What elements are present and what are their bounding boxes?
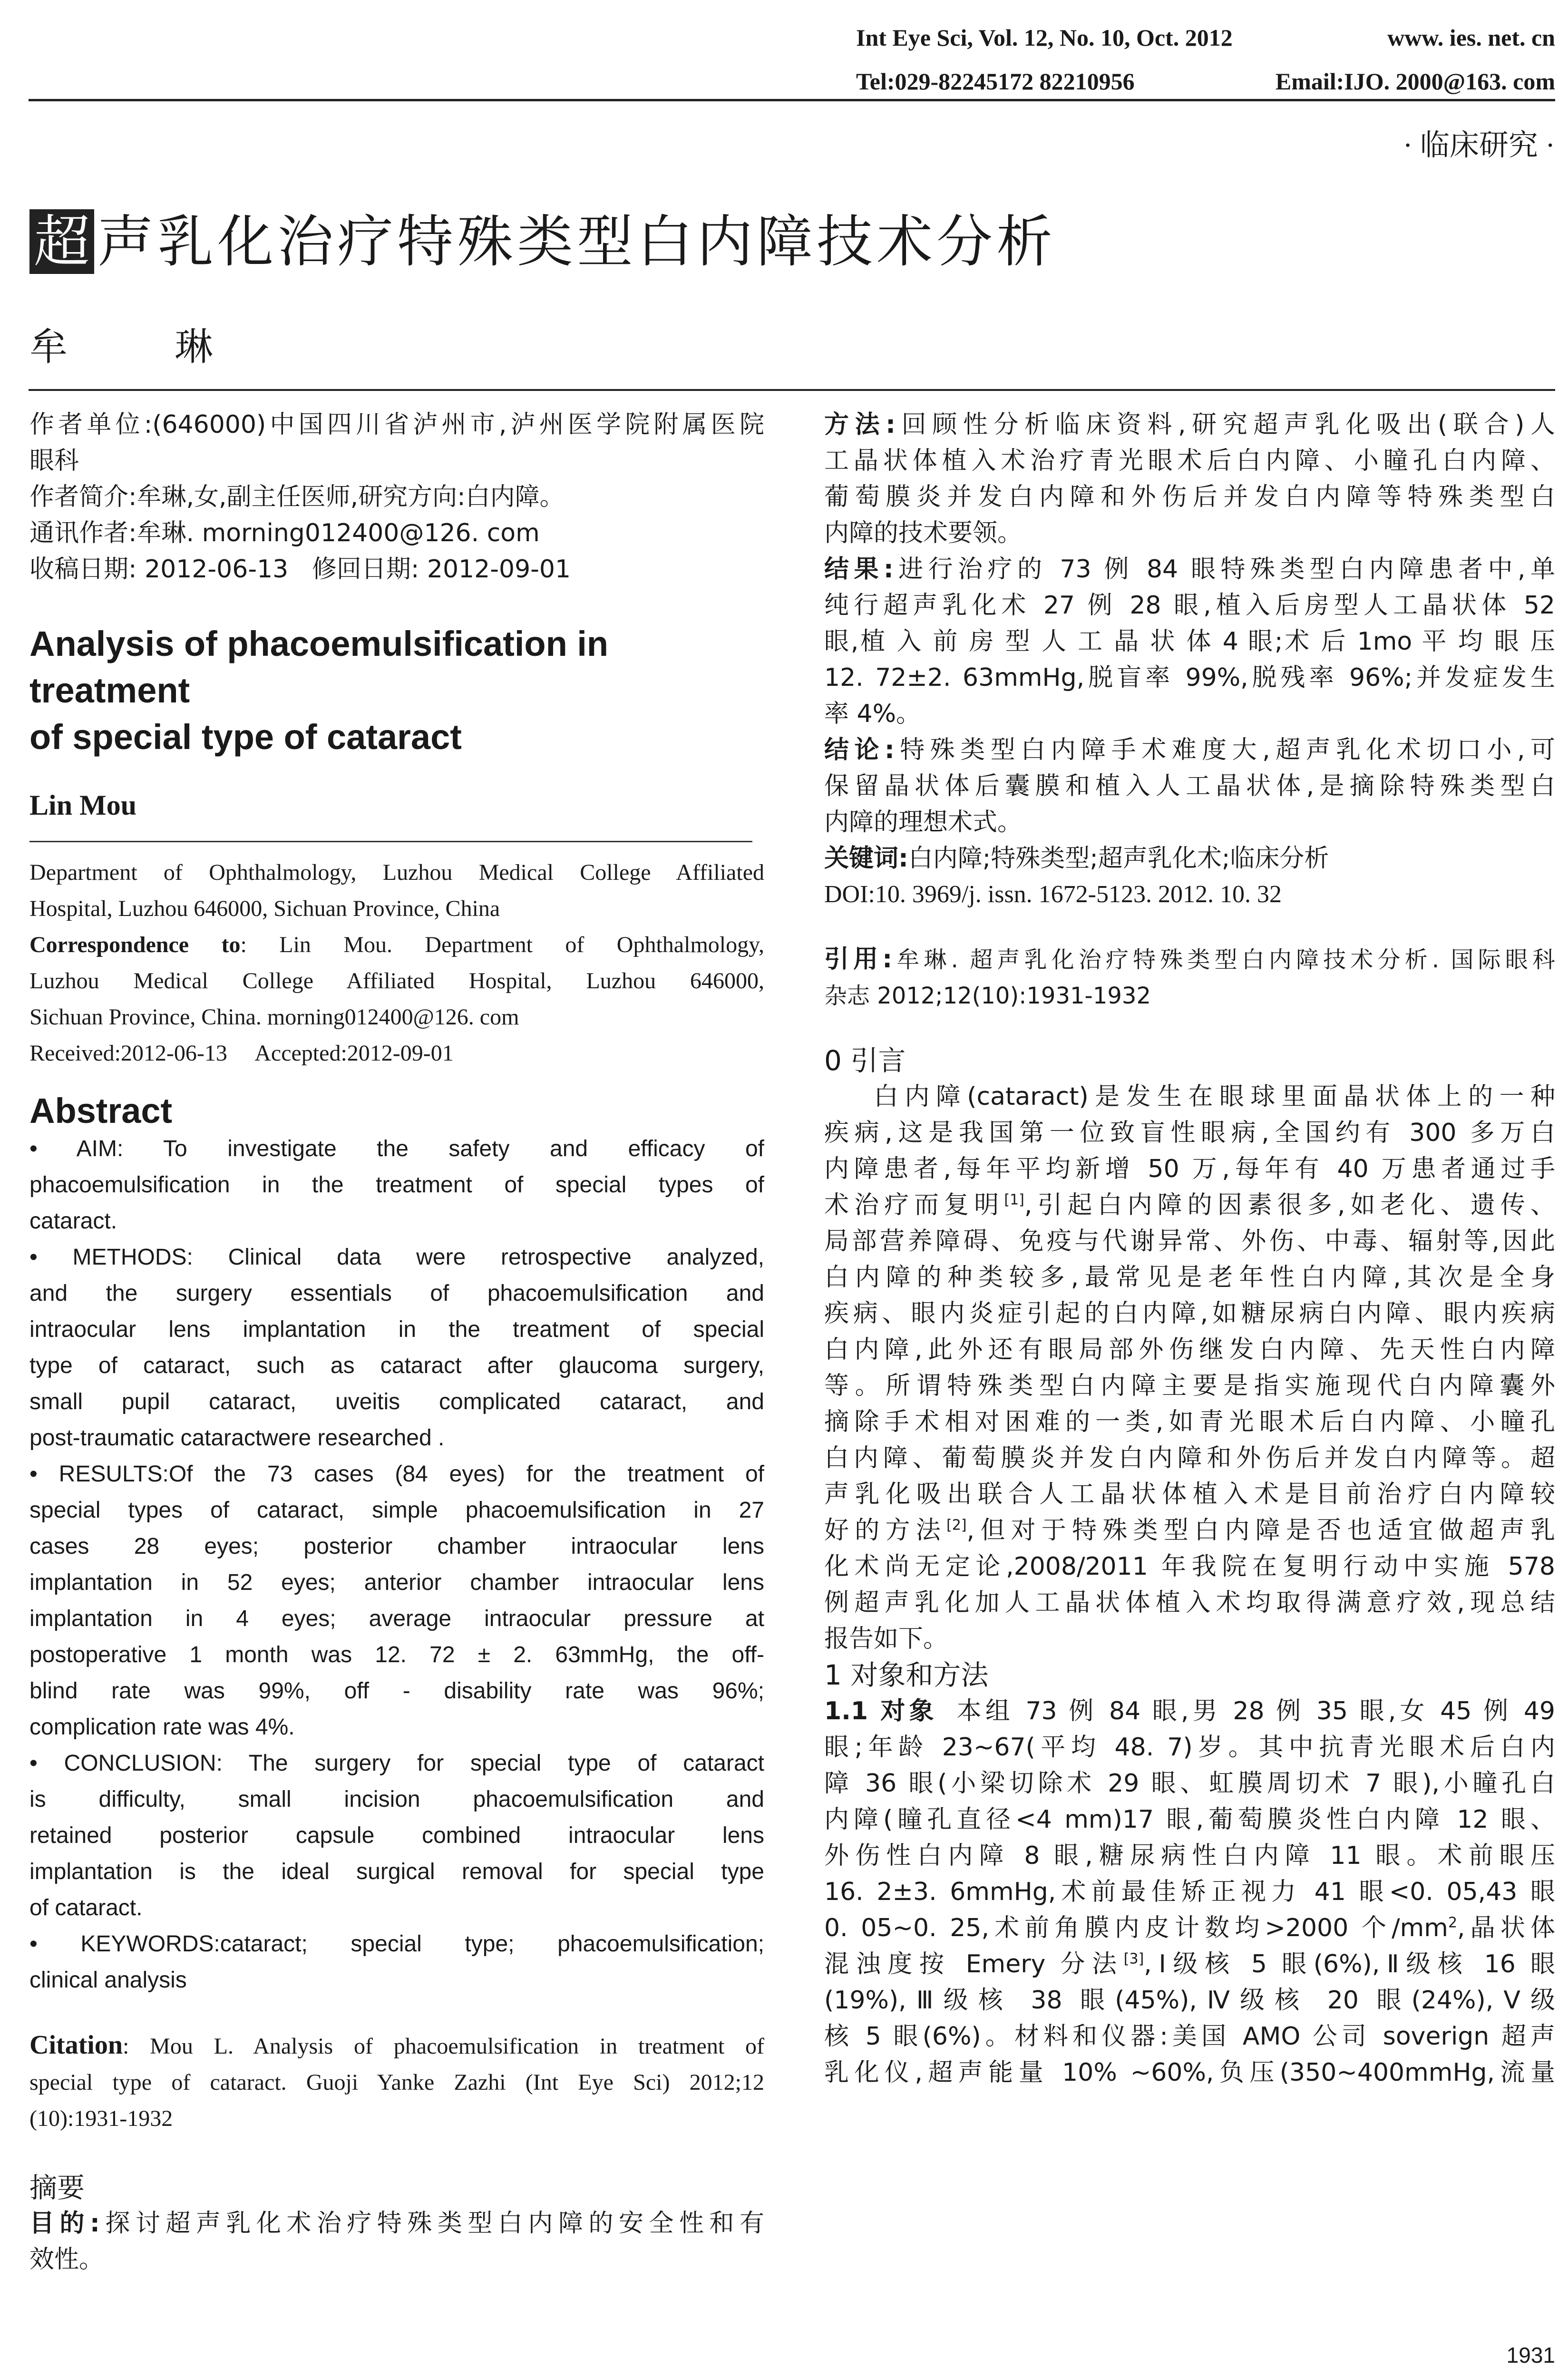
results-cn-line: 眼,植 入 前 房 型 人 工 晶 状 体 4 眼;术 后 1mo 平 均 眼 压 — [824, 627, 1555, 656]
aim-cn-label: 目的: — [29, 2209, 100, 2238]
sec11-label: 1.1 对象 — [824, 1697, 938, 1725]
affil-en-line: Department of Ophthalmology, Luzhou Medical College Affiliated — [29, 860, 764, 885]
cite-cn-label: 引用: — [824, 945, 893, 974]
header-journal-line — [856, 24, 1555, 51]
abstract-line: blind rate was 99%, off - disability rate was 96%; — [29, 1678, 764, 1704]
citation-line: (10):1931-1932 — [29, 2106, 173, 2131]
abstract-line: phacoemulsification in the treatment of special types of — [29, 1172, 764, 1198]
abstract-line: post-traumatic cataractwere researched . — [29, 1425, 445, 1451]
journal-email: Email:IJO. 2000@163. com — [1275, 68, 1555, 95]
abstract-line: cataract. — [29, 1208, 117, 1234]
journal-tel: Tel:029-82245172 82210956 — [856, 68, 1135, 95]
english-author: Lin Mou — [29, 789, 137, 821]
intro-line: 好的方法[2],但对于特殊类型白内障是否也适宜做超声乳 — [824, 1516, 1555, 1545]
citation-ref[interactable]: [3] — [1123, 1950, 1144, 1968]
aim-cn-line: 效性。 — [29, 2245, 104, 2274]
abstract-heading: Abstract — [29, 1091, 173, 1130]
sec11-line: 0. 05~0. 25,术前角膜内皮计数均>2000 个$/mm^2$,晶状体 — [824, 1914, 1555, 1942]
abstract-line: • CONCLUSION: The surgery for special type of cataract — [29, 1751, 764, 1776]
abstract-line: implantation is the ideal surgical removal for special type — [29, 1859, 764, 1884]
sec11-line: 外伤性白内障 8 眼,糖尿病性白内障 11 眼。术前眼压 — [824, 1841, 1555, 1870]
abstract-line: intraocular lens implantation in the treatment of special — [29, 1317, 764, 1342]
affil-en-line: Hospital, Luzhou 646000, Sichuan Province, China — [29, 896, 500, 921]
english-title-line: of special type of cataract — [29, 717, 462, 757]
correspondence-label: Correspondence to — [29, 932, 241, 957]
cite-cn-line: 引用:牟琳. 超声乳化治疗特殊类型白内障技术分析. 国际眼科 — [824, 945, 1555, 974]
citation-ref[interactable]: [1] — [1004, 1191, 1024, 1208]
english-title-line: Analysis of phacoemulsification in treatment — [29, 624, 609, 710]
sec11-line: 乳化仪,超声能量 10% ~60%,负压(350~400mmHg,流量 — [824, 2058, 1555, 2087]
abstract-line: • AIM: To investigate the safety and efficacy of — [29, 1136, 764, 1161]
citation-line: special type of cataract. Guoji Yanke Zazhi (Int Eye Sci) 2012;12 — [29, 2070, 764, 2095]
abstract-body — [29, 1131, 764, 1998]
intro-line: 例超声乳化加人工晶状体植入术均取得满意疗效,现总结 — [824, 1588, 1555, 1617]
dates-cn: 收稿日期: 2012-06-13 修回日期: 2012-09-01 — [29, 555, 571, 584]
affil-cn-line: 眼科 — [29, 447, 79, 475]
intro-line: 摘除手术相对困难的一类,如青光眼术后白内障、小瞳孔 — [824, 1408, 1555, 1436]
intro-line: 内障患者,每年平均新增 50 万,每年有 40 万患者通过手 — [824, 1155, 1555, 1183]
section-tag: · 临床研究 · — [1402, 129, 1555, 162]
right-column — [824, 407, 1555, 2091]
results-cn-line: 12. 72±2. 63mmHg,脱盲率 99%,脱残率 96%;并发症发生 — [824, 663, 1555, 692]
intro-line: 局部营养障碍、免疫与代谢异常、外伤、中毒、辐射等,因此 — [824, 1227, 1555, 1256]
conclusion-cn-line: 结论:特殊类型白内障手术难度大,超声乳化术切口小,可 — [824, 736, 1555, 764]
abstract-line: • METHODS: Clinical data were retrospective analyzed, — [29, 1245, 764, 1270]
abstract-line: and the surgery essentials of phacoemulsification and — [29, 1281, 764, 1306]
page-number: 1931 — [1506, 2343, 1555, 2367]
conclusion-cn-line: 内障的理想术式。 — [824, 808, 1023, 837]
sec11-line: 眼;年龄 23~67(平均 48. 7)岁。其中抗青光眼术后白内 — [824, 1733, 1555, 1762]
abstract-line: implantation in 52 eyes; anterior chamber intraocular lens — [29, 1570, 764, 1595]
abstract-line: cases 28 eyes; posterior chamber intraocular lens — [29, 1534, 764, 1559]
left-column — [29, 407, 764, 2278]
abstract-line: small pupil cataract, uveitis complicated cataract, and — [29, 1389, 764, 1414]
results-cn-line: 纯行超声乳化术 27 例 28 眼,植入后房型人工晶状体 52 — [824, 591, 1555, 620]
keywords-cn-line: 关键词:白内障;特殊类型;超声乳化术;临床分析 — [824, 844, 1329, 873]
intro-line: 疾病、眼内炎症引起的白内障,如糖尿病白内障、眼内疾病 — [824, 1299, 1555, 1328]
abstract-line: of cataract. — [29, 1895, 143, 1920]
sec11-line: 1.1 对象 本组 73 例 84 眼,男 28 例 35 眼,女 45 例 49 — [824, 1697, 1555, 1725]
abstract-line: complication rate was 4%. — [29, 1715, 295, 1740]
intro-line: 白内障的种类较多,最常见是老年性白内障,其次是全身 — [824, 1263, 1555, 1292]
intro-line: 化术尚无定论,2008/2011 年我院在复明行动中实施 578 — [824, 1552, 1555, 1581]
abstract-line: • RESULTS:Of the 73 cases (84 eyes) for the treatment of — [29, 1461, 764, 1487]
correspondence-line: Luzhou Medical College Affiliated Hospital, Luzhou 646000, — [29, 968, 764, 994]
citation-label: Citation — [29, 2030, 123, 2060]
methods-cn-line: 工晶状体植入术治疗青光眼术后白内障、小瞳孔白内障、 — [824, 447, 1555, 475]
abstract-line: special types of cataract, simple phacoemulsification in 27 — [29, 1498, 764, 1523]
author-bio: 作者简介:牟琳,女,副主任医师,研究方向:白内障。 — [29, 483, 565, 511]
corresponding-author: 通讯作者:牟琳. morning012400@126. com — [29, 519, 540, 547]
affil-cn-line: 作者单位:(646000)中国四川省泸州市,泸州医学院附属医院 — [29, 410, 764, 439]
methods-cn-line: 方法:回顾性分析临床资料,研究超声乳化吸出(联合)人 — [824, 410, 1555, 439]
header-rule — [29, 99, 1555, 101]
citation-line: Citation: Mou L. Analysis of phacoemulsification in treatment of — [29, 2030, 764, 2060]
abstract-cn-heading: 摘要 — [29, 2172, 85, 2204]
methods-cn-line: 葡萄膜炎并发白内障和外伤后并发白内障等特殊类型白 — [824, 483, 1555, 511]
keywords-cn-label: 关键词: — [824, 844, 908, 873]
aim-cn-line: 目的:探讨超声乳化术治疗特殊类型白内障的安全性和有 — [29, 2209, 764, 2238]
abstract-line: clinical analysis — [29, 1968, 187, 1993]
sec11-line: 障 36 眼(小梁切除术 29 眼、虹膜周切术 7 眼),小瞳孔白 — [824, 1769, 1555, 1798]
dates-en: Received:2012-06-13 Accepted:2012-09-01 — [29, 1041, 454, 1066]
sec11-line: (19%),Ⅲ级核 38 眼(45%),Ⅳ级核 20 眼(24%),Ⅴ级 — [824, 1986, 1555, 2015]
abstract-line: • KEYWORDS:cataract; special type; phacoemulsification; — [29, 1931, 764, 1957]
intro-line: 白内障(cataract)是发生在眼球里面晶状体上的一种 — [874, 1082, 1555, 1111]
intro-line: 术治疗而复明[1],引起白内障的因素很多,如老化、遗传、 — [824, 1191, 1555, 1219]
section-1-heading: 1 对象和方法 — [824, 1659, 989, 1691]
sec11-line: 16. 2±3. 6mmHg,术前最佳矫正视力 41 眼<0. 05,43 眼 — [824, 1878, 1555, 1906]
citation-ref[interactable]: [2] — [946, 1517, 967, 1534]
methods-cn-label: 方法: — [824, 410, 896, 439]
conclusion-cn-label: 结论: — [824, 736, 895, 764]
results-cn-line: 结果:进行治疗的 73 例 84 眼特殊类型白内障患者中,单 — [824, 555, 1555, 584]
sec11-line: 核 5 眼(6%)。材料和仪器:美国 AMO 公司 soverign 超声 — [824, 2022, 1555, 2051]
journal-info: Int Eye Sci, Vol. 12, No. 10, Oct. 2012 — [856, 24, 1233, 51]
results-cn-label: 结果: — [824, 555, 894, 584]
abstract-line: postoperative 1 month was 12. 72 ± 2. 63mmHg, the off- — [29, 1642, 764, 1667]
intro-line: 疾病,这是我国第一位致盲性眼病,全国约有 300 多万白 — [824, 1119, 1555, 1147]
conclusion-cn-line: 保留晶状体后囊膜和植入人工晶状体,是摘除特殊类型白 — [824, 772, 1555, 800]
intro-line: 声乳化吸出联合人工晶状体植入术是目前治疗白内障较 — [824, 1480, 1555, 1509]
journal-website: www. ies. net. cn — [1387, 24, 1555, 51]
title-rule — [29, 389, 1555, 391]
intro-line: 报告如下。 — [824, 1625, 948, 1653]
intro-line: 白内障、葡萄膜炎并发白内障和外伤后并发白内障等。超 — [824, 1444, 1555, 1472]
doi: DOI:10. 3969/j. issn. 1672-5123. 2012. 10. 32 — [824, 881, 1282, 908]
cite-cn-line: 杂志 2012;12(10):1931-1932 — [824, 983, 1151, 1009]
correspondence-line: Correspondence to: Lin Mou. Department of Ophthalmology, — [29, 932, 764, 957]
abstract-line: is difficulty, small incision phacoemulsification and — [29, 1787, 764, 1812]
intro-line: 等。所谓特殊类型白内障主要是指实施现代白内障囊外 — [824, 1372, 1555, 1400]
results-cn-line: 率 4%。 — [824, 700, 921, 728]
abstract-line: type of cataract, such as cataract after glaucoma surgery, — [29, 1353, 764, 1378]
abstract-line: implantation in 4 eyes; average intraocular pressure at — [29, 1606, 764, 1631]
correspondence-line: Sichuan Province, China. morning012400@126. com — [29, 1004, 519, 1030]
intro-line: 白内障,此外还有眼局部外伤继发白内障、先天性白内障 — [824, 1335, 1555, 1364]
paper-title: 声乳化治疗特殊类型白内障技术分析 — [97, 209, 1057, 274]
title-first-char: 超 — [29, 209, 94, 274]
header-contact-line — [856, 68, 1555, 95]
sec11-line: 混浊度按 Emery 分法[3],Ⅰ级核 5 眼(6%),Ⅱ级核 16 眼 — [824, 1950, 1555, 1978]
sec11-line: 内障(瞳孔直径<4 mm)17 眼,葡萄膜炎性白内障 12 眼、 — [824, 1805, 1555, 1834]
methods-cn-line: 内障的技术要领。 — [824, 519, 1023, 547]
author-cn: 牟 琳 — [29, 325, 261, 369]
abstract-line: retained posterior capsule combined intraocular lens — [29, 1823, 764, 1848]
intro-heading: 0 引言 — [824, 1044, 906, 1077]
